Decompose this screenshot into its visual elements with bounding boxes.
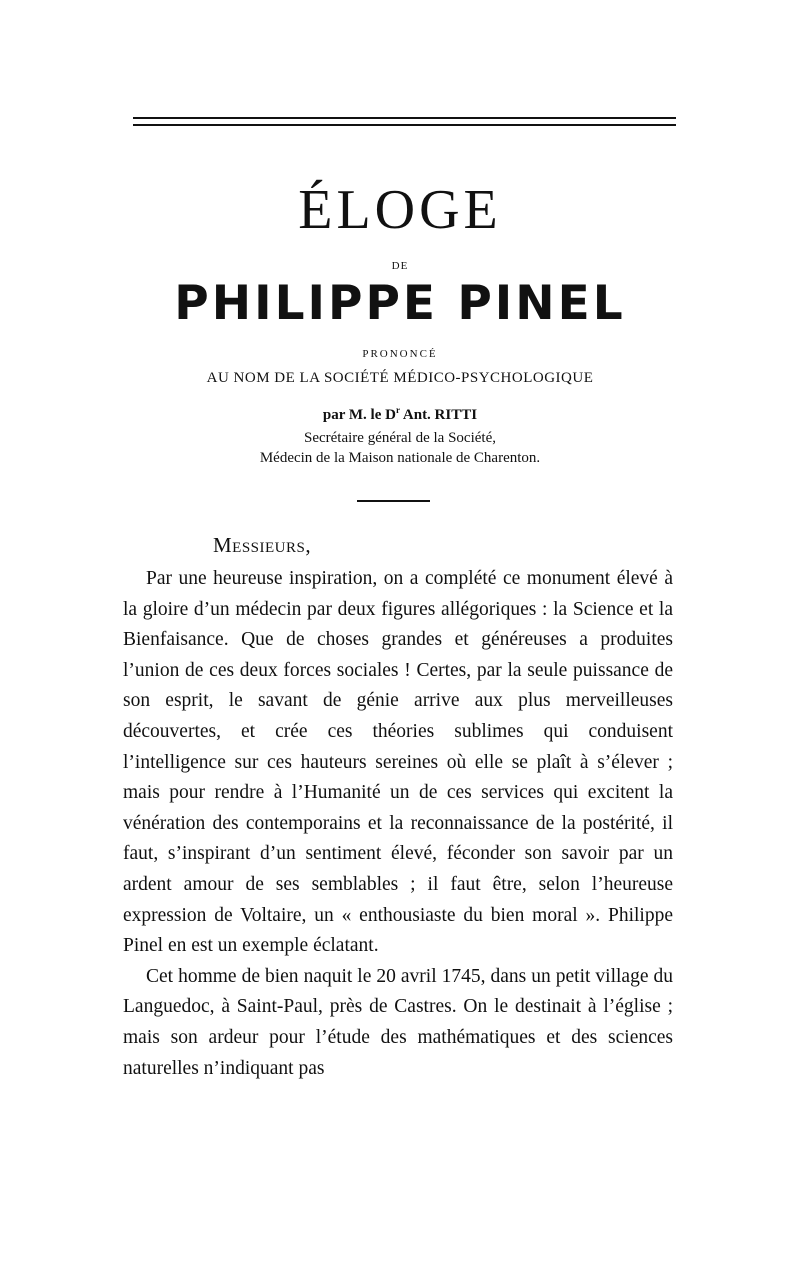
section-divider <box>357 500 430 502</box>
title-subject: PHILIPPE PINEL <box>174 276 626 331</box>
author-role-2: Médecin de la Maison nationale de Charenton. <box>259 450 541 466</box>
author-sup: r <box>395 405 400 415</box>
subtitle-prononce: PRONONCÉ <box>362 348 438 360</box>
title-preposition: DE <box>391 260 409 272</box>
paragraph-1: Par une heureuse inspiration, on a complété ce monument élevé à la gloire d’un médecin par deux figures allégoriques : la Science et la Bienfaisance. Que de choses grandes et généreuses a produites l’union de ces deux forces sociales ! Certes, par la seule puissance de son esprit, le savant de génie arrive aux plus merveilleuses découvertes, et crée ces théories sublimes qui conduisent l’intelligence sur ces hauteurs sereines où elle se plaît à s’élever ; mais pour rendre à l’Humanité un de ces services qui excitent la vénération des contemporains et la reconnaissance de la postérité, il faut, s’inspirant d’un sentiment élevé, féconder son savoir par un ardent amour de ses semblables ; il faut être, selon l’heureuse expression de Voltaire, un « enthousiaste du bien moral ». Philippe Pinel en est un exemple éclatant. <box>123 568 673 957</box>
author-name: Ant. RITTI <box>399 407 478 423</box>
author-prefix: par M. le D <box>322 407 396 423</box>
author-role-1: Secrétaire général de la Société, <box>304 430 496 446</box>
body-text <box>123 564 673 1084</box>
paragraph-2: Cet homme de bien naquit le 20 avril 1745, dans un petit village du Languedoc, à Saint-Paul, près de Castres. On le destinait à l’église ; mais son ardeur pour l’étude des mathématiques et des sciences naturelles n’indiquant pas <box>123 965 673 1079</box>
author-line <box>0 405 800 424</box>
title-eloge: ÉLOGE <box>298 179 502 241</box>
subtitle-societe: AU NOM DE LA SOCIÉTÉ MÉDICO-PSYCHOLOGIQUE <box>206 370 594 386</box>
salutation: Messieurs, <box>213 533 312 557</box>
